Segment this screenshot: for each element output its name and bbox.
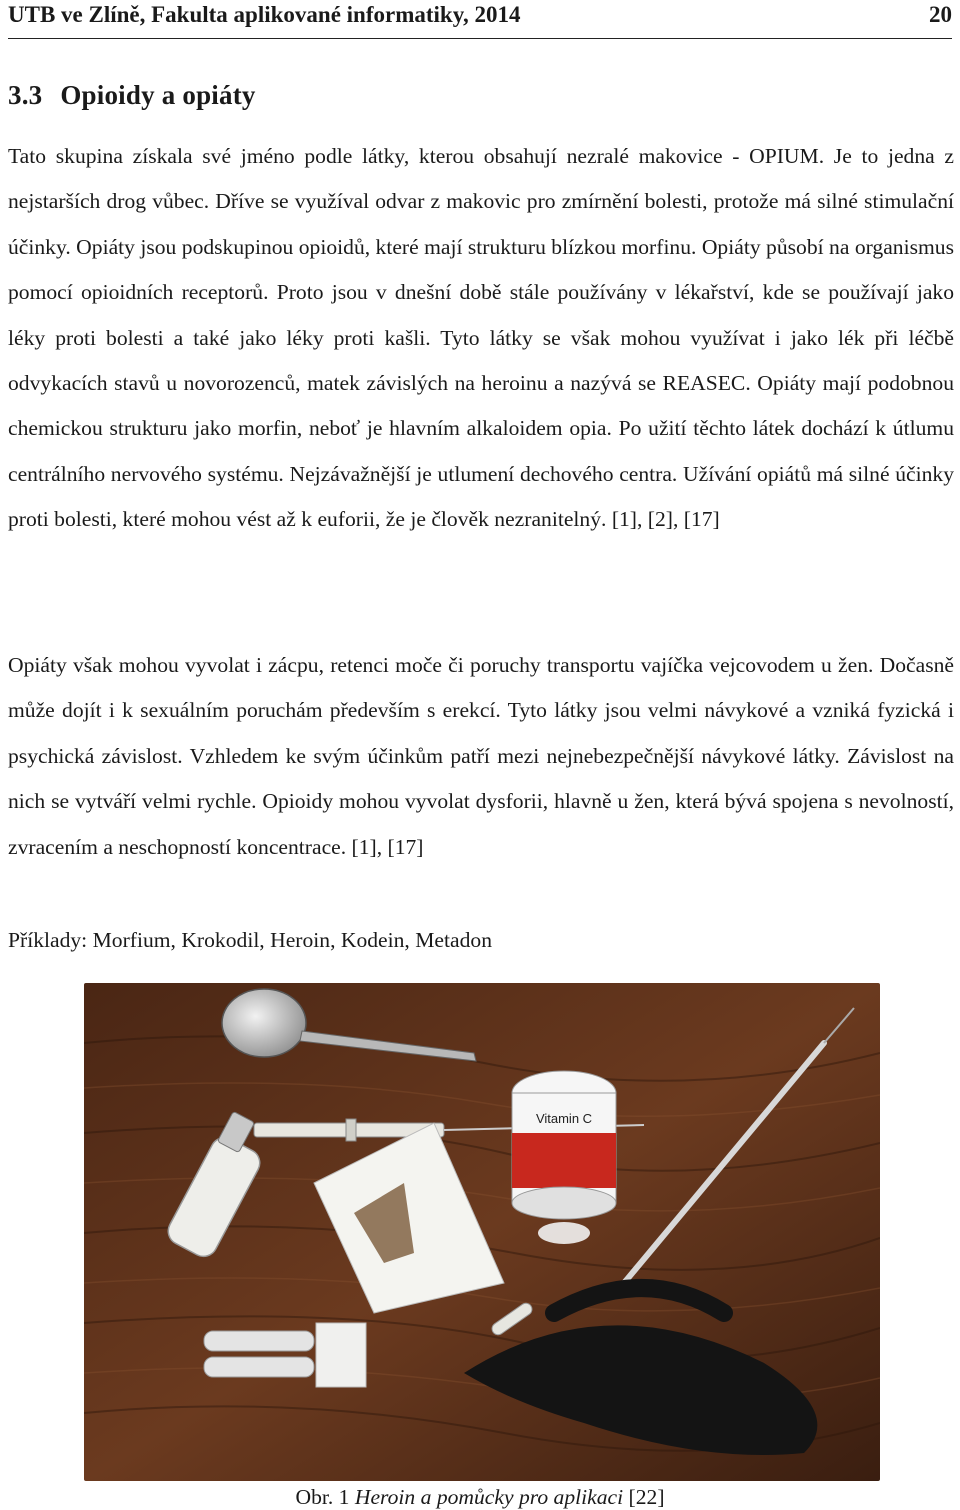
caption-reference: [22] bbox=[628, 1485, 665, 1509]
section-title: Opioidy a opiáty bbox=[60, 80, 256, 110]
header-title: UTB ve Zlíně, Fakulta aplikované informatiky, 2014 bbox=[8, 2, 521, 27]
paragraph-effects: Opiáty však mohou vyvolat i zácpu, retenci moče či poruchy transportu vajíčka vejcovodem u žen. Dočasně může dojít i k sexuálním poruchám především s erekcí. Tyto látky jsou velmi návykové a vzniká fyzická i psychická závislost. Vzhledem ke svým účinkům patří mezi nejnebezpečnější návykové látky. Závislost na nich se vytváří velmi rychle. Opioidy mohou vyvolat dysforii, hlavně u žen, která bývá spojena s nevolností, zvracením a neschopností koncentrace. [1], [17] bbox=[8, 653, 954, 859]
section-number: 3.3 bbox=[8, 80, 43, 110]
caption-prefix: Obr. 1 bbox=[295, 1485, 350, 1509]
page-number: 20 bbox=[929, 2, 952, 27]
vitamin-c-jar bbox=[512, 1071, 616, 1219]
white-powder bbox=[538, 1222, 590, 1244]
jar-label: Vitamin C bbox=[535, 1111, 593, 1126]
photo-illustration bbox=[84, 983, 880, 1481]
heroin-photo bbox=[84, 983, 880, 1481]
page-header bbox=[8, 2, 952, 39]
figure-caption bbox=[0, 1484, 960, 1510]
caption-title: Heroin a pomůcky pro aplikaci bbox=[354, 1485, 624, 1509]
paragraph-intro: Tato skupina získala své jméno podle látky, kterou obsahují nezralé makovice - OPIUM. Je to jedna z nejstarších drog vůbec. Dříve se využíval odvar z makovic pro zmírnění bolesti, protože má silné stimulační účinky. Opiáty jsou podskupinou opioidů, které mají strukturu blízkou morfinu. Opiáty působí na organismus pomocí opioidních receptorů. Proto jsou v dnešní době stále používány v lékařství, kde se používají jako léky proti bolesti a také jako léky proti kašli. Tyto látky se však mohou využívat i jako lék při léčbě odvykacích stavů u novorozenců, matek závislých na heroinu a nazývá se REASEC. Opiáty mají podobnou chemickou strukturu jako morfin, neboť je hlavním alkaloidem opia. Po užití těchto látek dochází k útlumu centrálního nervového systému. Nejzávažnější je utlumení dechového centra. Užívání opiátů má silné účinky proti bolesti, které mohou vést až k euforii, že je člověk nezranitelný. [1], [2], [17] bbox=[8, 144, 954, 532]
paragraph-examples: Příklady: Morfium, Krokodil, Heroin, Kodein, Metadon bbox=[8, 928, 492, 952]
section-heading bbox=[8, 80, 256, 111]
